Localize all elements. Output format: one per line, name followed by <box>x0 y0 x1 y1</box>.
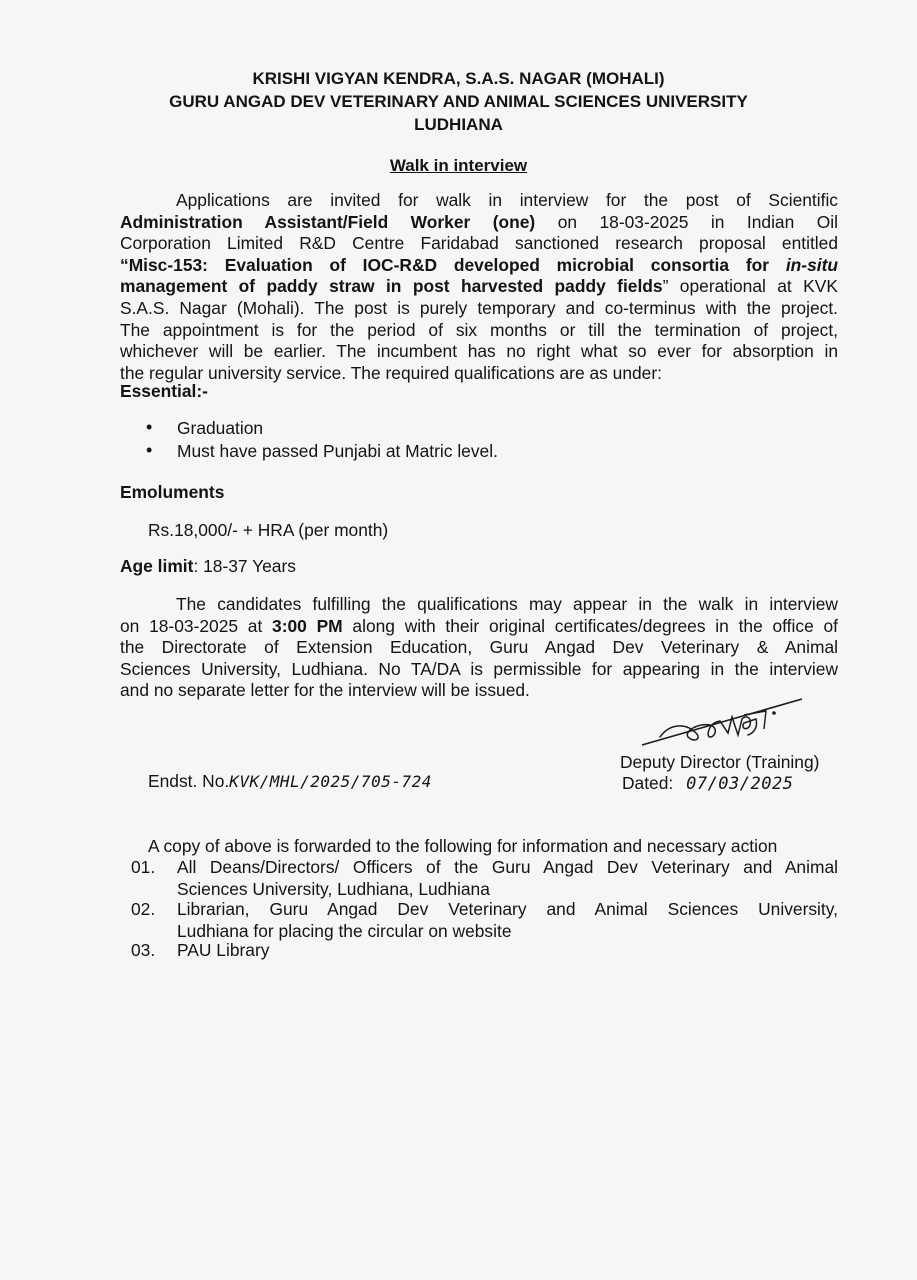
intro-paragraph <box>120 190 838 384</box>
project-title-part-1: “Misc-153: Evaluation of IOC-R&D developed microbial consortia for <box>120 254 786 275</box>
candidates-line-5: and no separate letter for the interview will be issued. <box>120 680 530 701</box>
essential-item-2: Must have passed Punjabi at Matric level. <box>177 441 498 461</box>
candidates-line-2-a: on 18-03-2025 at <box>120 615 273 636</box>
interview-time: 3:00 PM <box>272 615 343 636</box>
emoluments-value: Rs.18,000/- + HRA (per month) <box>148 520 389 540</box>
intro-line-9: the regular university service. The required qualifications are as under: <box>120 362 662 383</box>
age-limit-label: Age limit <box>120 556 194 576</box>
candidates-line-4: Sciences University, Ludhiana. No TA/DA is permissible for appearing in the interview <box>120 658 838 679</box>
forward-item-3: PAU Library <box>177 940 270 960</box>
post-name: Administration Assistant/Field Worker (one) <box>120 211 536 232</box>
dated-value: 07/03/2025 <box>686 774 794 794</box>
header-line-2: GURU ANGAD DEV VETERINARY AND ANIMAL SCIENCES UNIVERSITY <box>169 92 748 111</box>
forward-item-2-line-2: Ludhiana for placing the circular on website <box>177 920 512 941</box>
essential-item-1: Graduation <box>177 418 264 438</box>
signatory-designation: Deputy Director (Training) <box>620 752 820 772</box>
endorsement-label: Endst. No. <box>148 771 230 791</box>
intro-line-6: S.A.S. Nagar (Mohali). The post is purely temporary and co-terminus with the project. <box>120 297 838 318</box>
intro-line-7: The appointment is for the period of six months or till the termination of project, <box>120 319 838 340</box>
endorsement-number: KVK/MHL/2025/705-724 <box>229 772 432 791</box>
endorsement-line <box>148 771 432 792</box>
forward-item-number: 03. <box>131 940 156 960</box>
age-limit-value: : 18-37 Years <box>193 556 296 576</box>
forward-item-number: 01. <box>131 857 156 877</box>
emoluments-label: Emoluments <box>120 482 225 502</box>
forward-item-2-line-1: Librarian, Guru Angad Dev Veterinary and Animal Sciences University, <box>177 899 838 919</box>
forward-item-number: 02. <box>131 899 156 919</box>
forward-item-1 <box>177 857 838 900</box>
forward-item-1-line-1: All Deans/Directors/ Officers of the Guru Angad Dev Veterinary and Animal <box>177 857 838 877</box>
bullet-icon: • <box>146 417 153 437</box>
dated-line <box>622 773 793 794</box>
candidates-line-3: the Directorate of Extension Education, Guru Angad Dev Veterinary & Animal <box>120 637 838 658</box>
header-line-1: KRISHI VIGYAN KENDRA, S.A.S. NAGAR (MOHALI) <box>252 69 665 88</box>
essential-label: Essential:- <box>120 381 208 401</box>
intro-line-5 <box>120 276 838 298</box>
subject-title: Walk in interview <box>389 156 528 175</box>
signature-mark <box>636 693 816 751</box>
candidates-line-1: The candidates fulfilling the qualifications may appear in the walk in interview <box>176 594 838 614</box>
intro-line-4 <box>120 255 838 277</box>
forward-item-2 <box>177 899 838 942</box>
candidates-line-2 <box>120 616 838 638</box>
intro-line-5-rest: ” operational at KVK <box>662 276 838 297</box>
forward-item-1-line-2: Sciences University, Ludhiana, Ludhiana <box>177 878 490 899</box>
project-title-part-2: management of paddy straw in post harvested paddy fields <box>120 276 663 297</box>
intro-line-8: whichever will be earlier. The incumbent has no right what so ever for absorption in <box>120 341 838 362</box>
header-line-3: LUDHIANA <box>414 115 503 134</box>
age-limit <box>120 556 296 577</box>
intro-line-2-rest: on 18-03-2025 in Indian Oil <box>535 211 838 232</box>
intro-line-3: Corporation Limited R&D Centre Faridabad sanctioned research proposal entitled <box>120 233 838 254</box>
intro-line-1: Applications are invited for walk in interview for the post of Scientific <box>176 190 838 210</box>
candidates-paragraph <box>120 594 838 702</box>
candidates-line-2-b: along with their original certificates/degrees in the office of <box>342 615 838 636</box>
bullet-icon: • <box>146 440 153 460</box>
intro-line-2 <box>120 212 838 234</box>
forward-intro: A copy of above is forwarded to the following for information and necessary action <box>148 836 778 856</box>
project-title-italic: in-situ <box>785 254 838 275</box>
dated-label: Dated: <box>622 773 674 793</box>
